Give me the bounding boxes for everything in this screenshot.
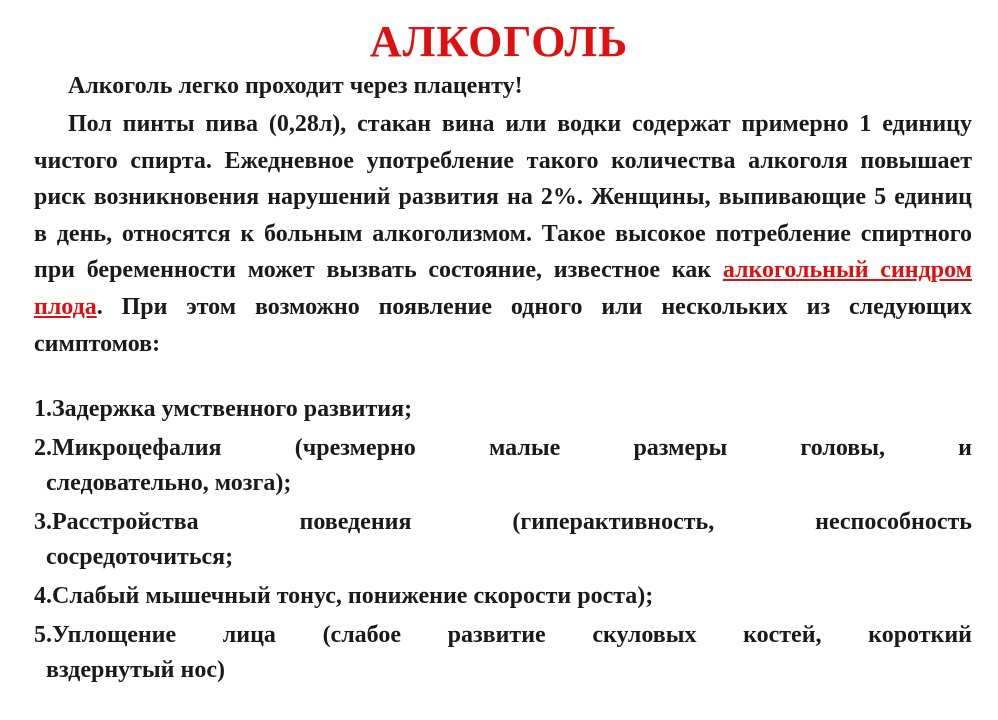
- symptom-item-5: [34, 618, 972, 688]
- symptom-item-3: [34, 505, 972, 575]
- symptom-2-line-2: следовательно, мозга);: [46, 470, 292, 496]
- symptom-3-line-2: сосредоточиться;: [46, 544, 234, 570]
- slide-title: АЛКОГОЛЬ: [369, 17, 629, 66]
- symptoms-list: [34, 392, 972, 692]
- symptom-item-4: [34, 579, 972, 614]
- symptom-item-2: [34, 431, 972, 501]
- main-paragraph: [34, 106, 972, 362]
- paragraph-text-after-link: . При этом возможно появление одного или нескольких из следующих симптомов:: [34, 293, 972, 357]
- symptom-5-line-1: 5.Уплощение лица (слабое развитие скуловых костей, короткий: [34, 622, 972, 648]
- fetal-alcohol-syndrome-link[interactable]: алкогольный синдром плода: [34, 257, 972, 320]
- symptom-5-line-2: вздернутый нос): [46, 657, 225, 683]
- lead-sentence: Алкоголь легко проходит через плаценту!: [68, 73, 523, 99]
- symptom-3-line-1: 3.Расстройства поведения (гиперактивность, неспособность: [34, 509, 972, 535]
- symptom-1-text: 1.Задержка умственного развития;: [34, 396, 413, 422]
- symptom-item-1: [34, 392, 972, 427]
- symptom-2-line-1: 2.Микроцефалия (чрезмерно малые размеры головы, и: [34, 435, 972, 461]
- symptom-4-text: 4.Слабый мышечный тонус, понижение скорости роста);: [34, 583, 654, 609]
- paragraph-text-before-link: Пол пинты пива (0,28л), стакан вина или водки содержат примерно 1 единицу чистого спирта. Ежедневное употребление такого количества алкоголя повышает риск возникновения нарушений развития на 2%. Женщины, выпивающие 5 единиц в день, относятся к больным алкоголизмом. Такое высокое потребление спиртного при беременности может вызвать состояние, известное как: [34, 111, 972, 284]
